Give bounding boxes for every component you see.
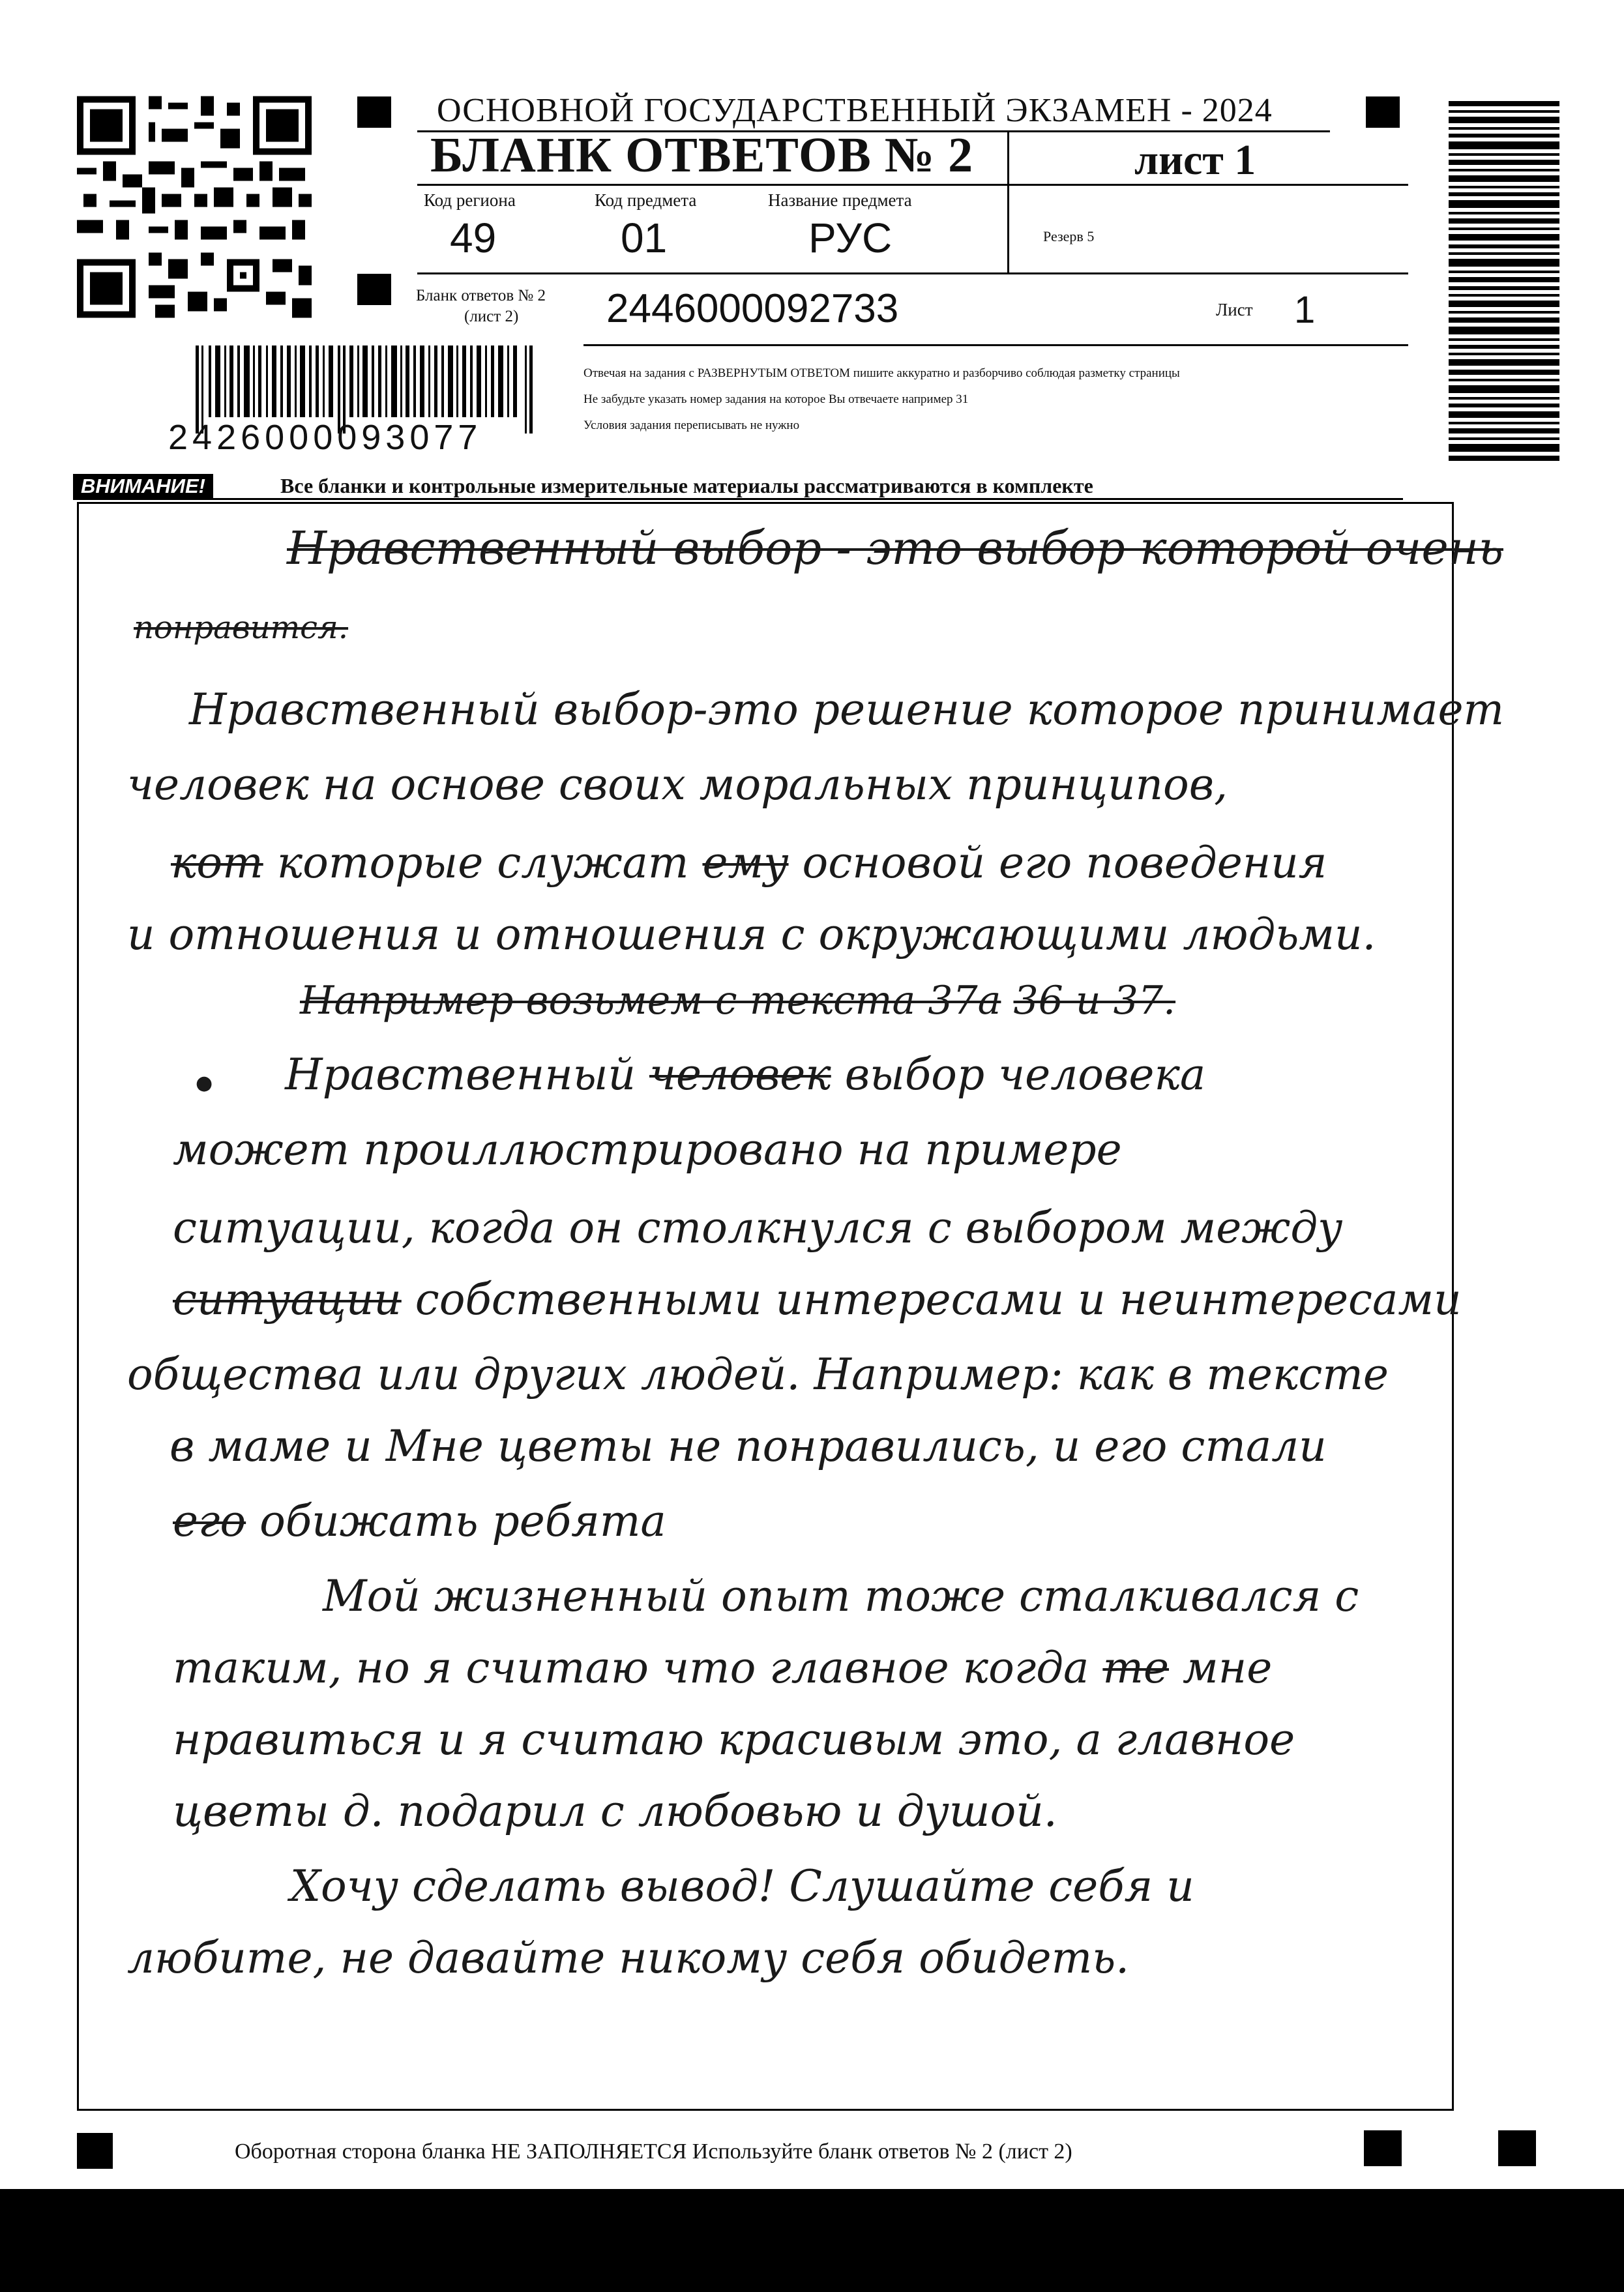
handwriting-word: человек bbox=[649, 1050, 831, 1100]
sheet-label: лист 1 bbox=[1134, 136, 1256, 184]
list-value: 1 bbox=[1294, 289, 1316, 331]
timing-mark bbox=[77, 2133, 113, 2169]
handwriting-line: любите, не давайте никому себя обидеть. bbox=[127, 1933, 1130, 1983]
exam-title: ОСНОВНОЙ ГОСУДАРСТВЕННЫЙ ЭКЗАМЕН - 2024 bbox=[437, 92, 1273, 129]
handwriting-line: в маме и Мне цветы не понравились, и его стали bbox=[170, 1421, 1327, 1471]
attention-rule bbox=[73, 498, 1403, 500]
handwriting-word: ● bbox=[196, 1072, 213, 1095]
handwriting-line: Мой жизненный опыт тоже сталкивался с bbox=[323, 1571, 1359, 1621]
timing-mark bbox=[357, 274, 391, 305]
handwriting-word: обижать ребята bbox=[259, 1496, 666, 1546]
header-rule bbox=[417, 184, 1408, 186]
handwriting-line: цветы д. подарил с любовью и душой. bbox=[173, 1786, 1057, 1836]
handwriting-word: основой его поведения bbox=[802, 838, 1327, 888]
form2-label-line1: Бланк ответов № 2 bbox=[416, 287, 546, 304]
qr-code bbox=[77, 95, 312, 319]
handwriting-word: его bbox=[173, 1496, 246, 1546]
attention-badge: ВНИМАНИЕ! bbox=[73, 474, 213, 499]
handwriting-line bbox=[173, 1496, 666, 1546]
handwriting-word: Нравственный bbox=[285, 1050, 636, 1100]
handwriting-word: те bbox=[1102, 1643, 1170, 1693]
scan-border bbox=[0, 2189, 1624, 2292]
handwriting-line: Хочу сделать вывод! Слушайте себя и bbox=[290, 1861, 1194, 1911]
timing-mark bbox=[1364, 2130, 1402, 2166]
instruction-3: Условия задания переписывать не нужно bbox=[583, 419, 800, 432]
region-value: 49 bbox=[450, 214, 497, 261]
region-label: Код региона bbox=[424, 190, 516, 210]
handwriting-word: Например возьмем с текста 37а bbox=[300, 978, 1001, 1023]
barcode-number: 2426000093077 bbox=[168, 418, 482, 457]
form2-label-line2: (лист 2) bbox=[464, 308, 519, 325]
handwriting-word: которые служат bbox=[276, 838, 689, 888]
attention-text: Все бланки и контрольные измерительные материалы рассматриваются в комплекте bbox=[280, 474, 1093, 497]
handwriting-word: собственными интересами и неинтересами bbox=[415, 1274, 1462, 1325]
header-divider bbox=[1007, 130, 1009, 274]
handwriting-line: понравится. bbox=[134, 610, 349, 646]
handwriting-word: ему bbox=[702, 838, 789, 888]
handwriting-word: мне bbox=[1183, 1643, 1273, 1693]
handwriting-line: может проиллюстрировано на примере bbox=[173, 1124, 1122, 1175]
handwriting-line bbox=[173, 1643, 1272, 1693]
handwriting-line: нравиться и я считаю красивым это, а главное bbox=[173, 1714, 1295, 1765]
handwriting-line bbox=[300, 978, 1175, 1023]
handwriting-word: кот bbox=[171, 838, 263, 888]
handwriting-line: и отношения и отношения с окружающими людьми. bbox=[127, 909, 1376, 960]
handwriting-line bbox=[196, 1050, 1205, 1100]
footer-text: Оборотная сторона бланка НЕ ЗАПОЛНЯЕТСЯ Используйте бланк ответов № 2 (лист 2) bbox=[235, 2139, 1072, 2164]
handwriting-word: 36 и 37. bbox=[1013, 978, 1176, 1023]
handwriting-line: человек на основе своих моральных принципов, bbox=[127, 759, 1228, 810]
handwriting-word: выбор человека bbox=[844, 1050, 1206, 1100]
form2-number: 2446000092733 bbox=[606, 286, 899, 331]
handwriting-line bbox=[287, 522, 1503, 575]
subject-name-value: РУС bbox=[808, 214, 893, 261]
timing-mark bbox=[1366, 96, 1400, 128]
attention-strip bbox=[73, 474, 1403, 500]
instruction-1: Отвечая на задания с РАЗВЕРНУТЫМ ОТВЕТОМ пишите аккуратно и разборчиво соблюдая разметку страницы bbox=[583, 366, 1180, 380]
handwriting-word: таким, но я считаю что главное когда bbox=[173, 1643, 1089, 1693]
handwriting-line: ситуации, когда он столкнулся с выбором между bbox=[173, 1203, 1343, 1253]
handwriting-line bbox=[171, 838, 1327, 888]
header-rule bbox=[583, 344, 1408, 346]
timing-mark bbox=[1498, 2130, 1536, 2166]
handwriting-word: Нравственный выбор - это выбор которой очень bbox=[287, 522, 1503, 575]
vertical-barcode bbox=[1449, 101, 1559, 463]
handwriting-line: общества или других людей. Например: как в тексте bbox=[127, 1349, 1389, 1400]
subject-code-value: 01 bbox=[621, 214, 668, 261]
subject-code-label: Код предмета bbox=[595, 190, 697, 210]
reserve-label: Резерв 5 bbox=[1043, 228, 1095, 244]
subject-name-label: Название предмета bbox=[768, 190, 912, 210]
handwriting-line: Нравственный выбор-это решение которое принимает bbox=[189, 684, 1505, 735]
handwriting-word: ситуации bbox=[173, 1274, 402, 1325]
list-label: Лист bbox=[1216, 300, 1253, 319]
handwriting-line bbox=[173, 1274, 1462, 1325]
form-title: БЛАНК ОТВЕТОВ № 2 bbox=[430, 128, 974, 183]
timing-mark bbox=[357, 96, 391, 128]
instruction-2: Не забудьте указать номер задания на которое Вы отвечаете например 31 bbox=[583, 392, 969, 406]
header-rule bbox=[417, 272, 1408, 274]
